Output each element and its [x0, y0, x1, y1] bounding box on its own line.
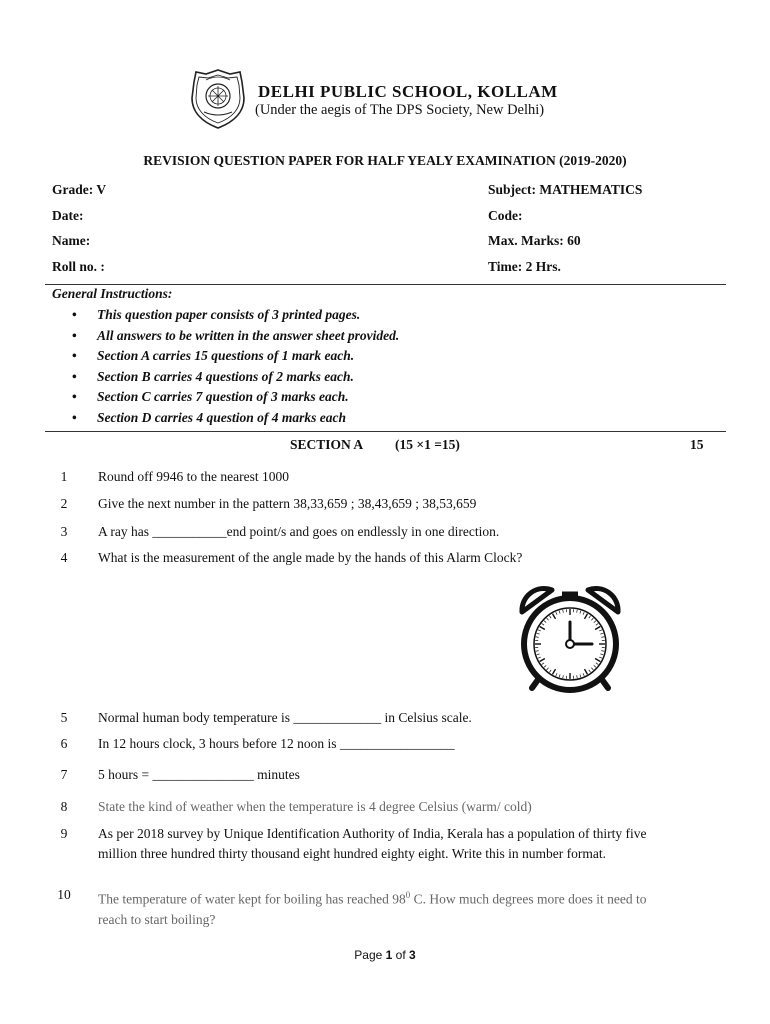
question-number: 10: [57, 887, 71, 902]
question-number: 8: [60, 799, 68, 814]
date-label: Date:: [52, 208, 84, 223]
school-subtitle: (Under the aegis of The DPS Society, New Delhi): [255, 102, 545, 118]
question-text-part: The temperature of water kept for boiling has reached 98: [98, 891, 406, 907]
name-label: Name:: [52, 233, 91, 248]
divider-bottom: [45, 431, 726, 432]
instruction-item: • Section B carries 4 questions of 2 marks each.: [72, 367, 399, 388]
subject-label: Subject: MATHEMATICS: [488, 182, 643, 197]
section-a-marks: (15 ×1 =15): [395, 437, 460, 452]
question-number: 2: [60, 496, 68, 511]
grade-label: Grade: V: [52, 182, 107, 197]
question-text: [98, 885, 658, 930]
question-text: What is the measurement of the angle made by the hands of this Alarm Clock?: [98, 550, 523, 565]
question-number: 6: [60, 736, 68, 751]
page-footer: [0, 948, 770, 962]
question-number: 7: [60, 767, 68, 782]
question-text: Give the next number in the pattern 38,33,659 ; 38,43,659 ; 38,53,659: [98, 496, 477, 511]
question-text: 5 hours = _______________ minutes: [98, 767, 300, 782]
instruction-item: • This question paper consists of 3 printed pages.: [72, 305, 399, 326]
question-number: 1: [60, 469, 68, 484]
footer-of: of: [392, 948, 410, 962]
max-marks-label: Max. Marks: 60: [488, 233, 581, 248]
question-text: In 12 hours clock, 3 hours before 12 noon is _________________: [98, 736, 455, 751]
school-logo: [190, 68, 246, 130]
superscript-degree: 0: [405, 890, 411, 900]
school-name: DELHI PUBLIC SCHOOL, KOLLAM: [258, 82, 558, 101]
question-text: As per 2018 survey by Unique Identification Authority of India, Kerala has a population of thirty five million three hundred thirty thousand eight hundred eighty eight. Write this in number format.: [98, 826, 647, 861]
instruction-item: • Section A carries 15 questions of 1 mark each.: [72, 346, 399, 367]
dps-crest-icon: [190, 68, 246, 130]
code-label: Code:: [488, 208, 523, 223]
roll-no-label: Roll no. :: [52, 259, 105, 274]
section-a-title: SECTION A: [290, 437, 364, 452]
alarm-clock-icon: [514, 582, 626, 694]
question-text-part: C. How much degrees more does it need to reach to start boiling?: [98, 891, 647, 927]
instruction-item: • Section D carries 4 question of 4 marks each: [72, 408, 399, 429]
paper-title: REVISION QUESTION PAPER FOR HALF YEALY EXAMINATION (2019-2020): [143, 153, 627, 168]
question-text: A ray has ___________end point/s and goes on endlessly in one direction.: [98, 524, 500, 539]
question-number: 4: [60, 550, 68, 565]
footer-prefix: Page: [354, 948, 386, 962]
footer-current-page: 1: [385, 948, 393, 962]
divider-top: [45, 284, 726, 285]
question-text: Normal human body temperature is _____________ in Celsius scale.: [98, 710, 472, 725]
question-number: 9: [60, 826, 68, 841]
footer-total-pages: 3: [409, 948, 416, 962]
time-label: Time: 2 Hrs.: [488, 259, 561, 274]
question-text: State the kind of weather when the temperature is 4 degree Celsius (warm/ cold): [98, 799, 532, 814]
instructions-heading: General Instructions:: [52, 286, 173, 301]
instructions-list: [72, 305, 399, 428]
question-number: 5: [60, 710, 68, 725]
question-number: 3: [60, 524, 68, 539]
instruction-item: • Section C carries 7 question of 3 marks each.: [72, 387, 399, 408]
instruction-item: • All answers to be written in the answer sheet provided.: [72, 326, 399, 347]
section-a-total: 15: [690, 437, 704, 452]
question-text: Round off 9946 to the nearest 1000: [98, 469, 289, 484]
